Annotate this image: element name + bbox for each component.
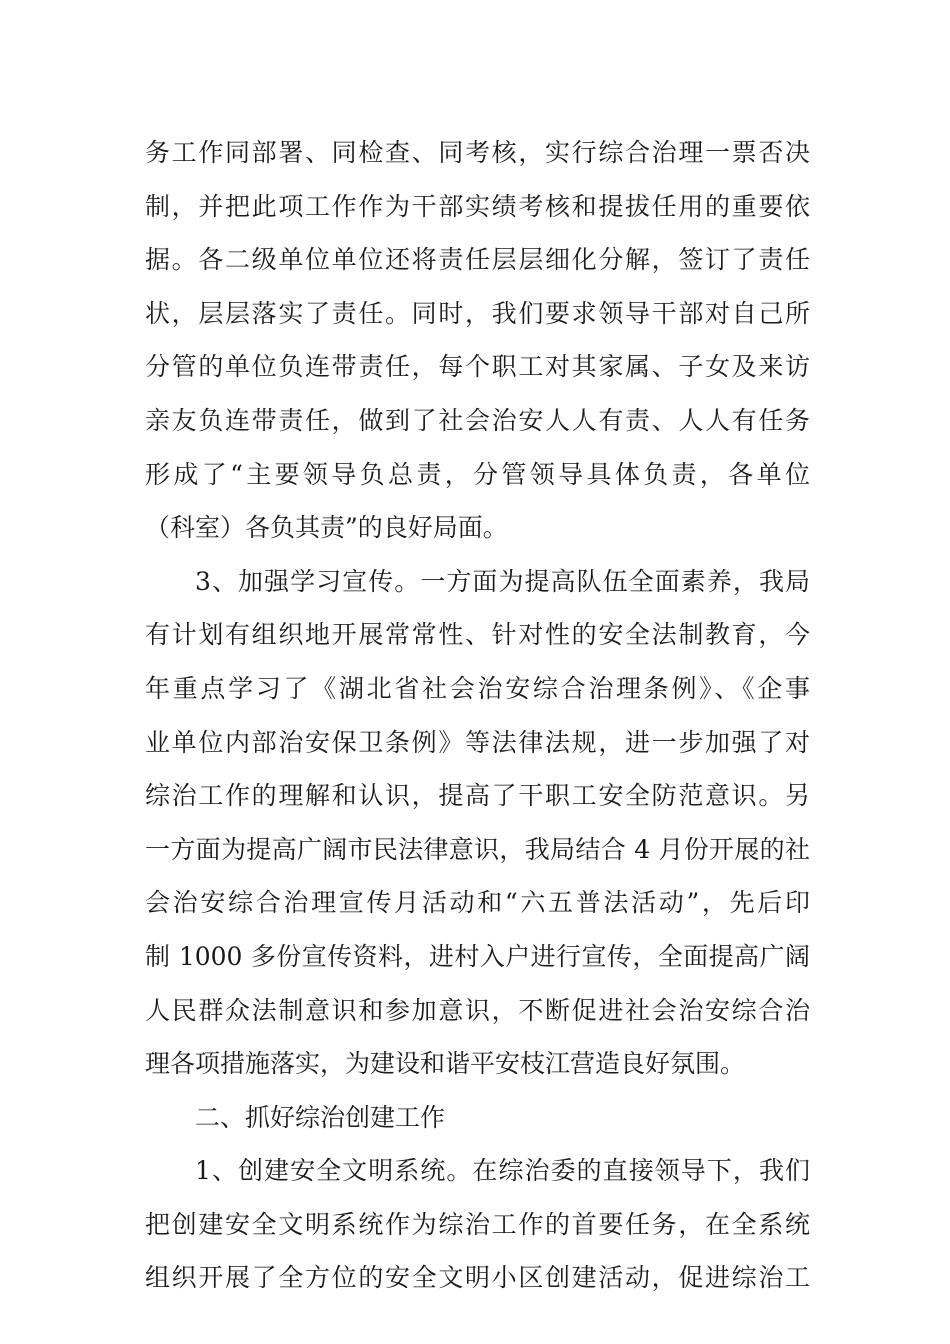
text-line: 会治安综合治理宣传月活动和“六五普法活动”，先后印 [145,888,810,918]
text-line: 人民群众法制意识和参加意识，不断促进社会治安综合治 [145,995,810,1025]
text-line: 有计划有组织地开展常常性、针对性的安全法制教育，今 [145,620,810,650]
text-line: 组织开展了全方位的安全文明小区创建活动，促进综治工 [145,1263,810,1293]
text-line: 务工作同部署、同检查、同考核，实行综合治理一票否决 [145,138,810,167]
text-line: 制 1000 多份宣传资料，进村入户进行宣传，全面提高广阔 [145,941,810,971]
text-line: 年重点学习了《湖北省社会治安综合治理条例》、《企事 [145,673,810,703]
text-line: 分管的单位负连带责任，每个职工对其家属、子女及来访 [145,352,810,382]
paragraph-heading: 3、加强学习宣传。一方面为提高队伍全面素养，我局 [195,566,810,596]
text-line: 状，层层落实了责任。同时，我们要求领导干部对自己所 [145,298,810,328]
text-line: 理各项措施落实，为建设和谐平安枝江营造良好氛围。 [145,1049,746,1079]
body-text [145,126,810,1305]
text-line: 一方面为提高广阔市民法律意识，我局结合 4 月份开展的社 [145,834,810,864]
text-line: 业单位内部治安保卫条例》等法律法规，进一步加强了对 [145,727,810,757]
text-line: 综治工作的理解和认识，提高了干职工安全防范意识。另 [145,781,810,811]
text-line: 把创建安全文明系统作为综治工作的首要任务，在全系统 [145,1209,810,1239]
text-line: （科室）各负其责”的良好局面。 [145,513,508,543]
section-heading: 二、抓好综治创建工作 [195,1102,446,1132]
text-line: 制，并把此项工作作为干部实绩考核和提拔任用的重要依 [145,191,810,221]
text-line: 形成了“主要领导负总责，分管领导具体负责，各单位 [145,459,810,489]
text-line: 据。各二级单位单位还将责任层层细化分解，签订了责任 [145,245,810,275]
text-line: 亲友负连带责任，做到了社会治安人人有责、人人有任务 [145,405,810,435]
paragraph-heading: 1、创建安全文明系统。在综治委的直接领导下，我们 [195,1156,810,1186]
